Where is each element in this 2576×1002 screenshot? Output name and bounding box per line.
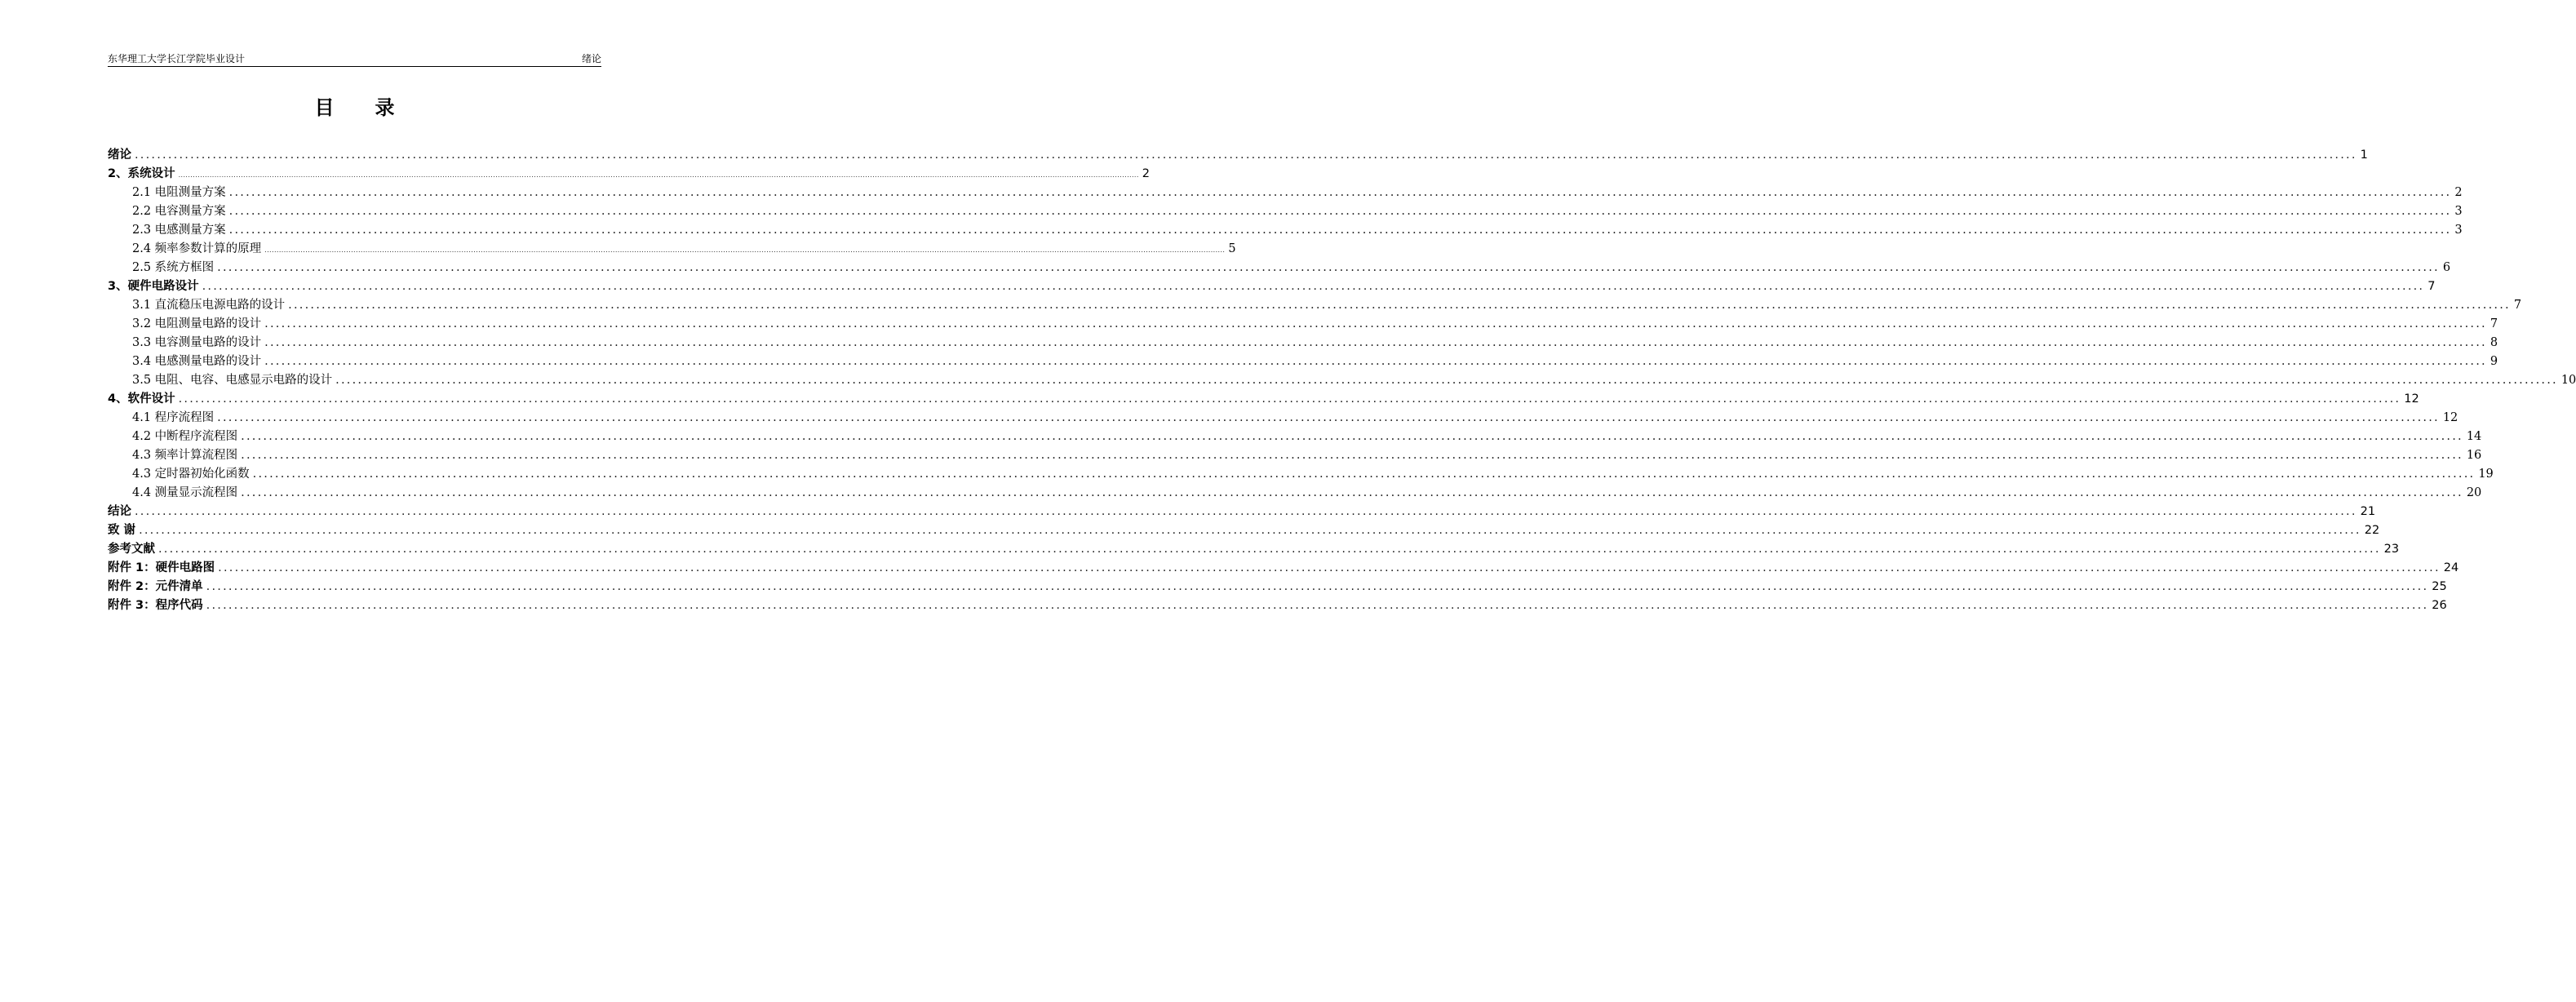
toc-entry[interactable]	[108, 146, 2368, 165]
toc-dot-leader: ................................................................................................................................................................................................................................................................................................................................................................................................................	[135, 149, 2357, 162]
toc-dot-leader: ................................................................................................................................................................................................................................................................................................................................................................................................................	[264, 246, 1226, 254]
toc-entry-page-number: 9	[2490, 355, 2498, 368]
toc-entry-title: 2.1 电阻测量方案	[132, 186, 226, 199]
toc-entry[interactable]	[108, 390, 2419, 409]
toc-entry-page-number: 23	[2383, 543, 2400, 556]
toc-dot-leader: ................................................................................................................................................................................................................................................................................................................................................................................................................	[228, 186, 2452, 199]
toc-dot-leader: ................................................................................................................................................................................................................................................................................................................................................................................................................	[178, 171, 1139, 179]
toc-entry-title: 参考文献	[108, 543, 155, 556]
toc-entry-page-number: 16	[2466, 449, 2482, 462]
toc-dot-leader: ................................................................................................................................................................................................................................................................................................................................................................................................................	[158, 543, 2381, 556]
toc-dot-leader: ................................................................................................................................................................................................................................................................................................................................................................................................................	[139, 524, 2361, 537]
toc-entry-page-number: 8	[2490, 336, 2498, 349]
toc-entry-page-number: 5	[1228, 242, 1236, 255]
toc-entry-page-number: 22	[2364, 524, 2380, 537]
toc-dot-leader: ................................................................................................................................................................................................................................................................................................................................................................................................................	[202, 280, 2425, 293]
toc-dot-leader: ................................................................................................................................................................................................................................................................................................................................................................................................................	[206, 580, 2429, 593]
toc-entry-title: 3.2 电阻测量电路的设计	[132, 317, 262, 330]
toc-entry-title: 附件 3：程序代码	[108, 599, 203, 612]
toc-entry[interactable]	[108, 259, 2451, 277]
toc-entry-page-number: 7	[2513, 299, 2522, 312]
toc-entry-title: 4.3 频率计算流程图	[132, 449, 238, 462]
toc-entry[interactable]	[108, 540, 2400, 559]
toc-entry[interactable]	[108, 240, 1236, 259]
page-header	[108, 50, 601, 67]
toc-entry[interactable]	[108, 296, 2522, 315]
toc-dot-leader: ................................................................................................................................................................................................................................................................................................................................................................................................................	[252, 468, 2476, 481]
toc-entry[interactable]	[108, 559, 2459, 578]
toc-dot-leader: ................................................................................................................................................................................................................................................................................................................................................................................................................	[264, 317, 2487, 330]
toc-entry-title: 结论	[108, 505, 131, 518]
toc-entry[interactable]	[108, 202, 2463, 221]
toc-entry[interactable]	[108, 521, 2380, 540]
toc-entry-page-number: 2	[2454, 186, 2463, 199]
toc-dot-leader: ................................................................................................................................................................................................................................................................................................................................................................................................................	[228, 205, 2452, 218]
toc-dot-leader: ................................................................................................................................................................................................................................................................................................................................................................................................................	[218, 561, 2441, 574]
toc-entry-title: 3.3 电容测量电路的设计	[132, 336, 262, 349]
toc-dot-leader: ................................................................................................................................................................................................................................................................................................................................................................................................................	[206, 599, 2429, 612]
toc-entry-title: 2.5 系统方框图	[132, 261, 215, 274]
toc-dot-leader: ................................................................................................................................................................................................................................................................................................................................................................................................................	[241, 430, 2463, 443]
toc-entry-title: 4、软件设计	[108, 392, 175, 406]
table-of-contents	[108, 146, 2576, 615]
toc-entry-page-number: 12	[2442, 411, 2459, 424]
toc-entry-page-number: 1	[2360, 149, 2368, 162]
toc-entry[interactable]	[108, 484, 2482, 503]
toc-entry-page-number: 21	[2360, 505, 2376, 518]
toc-entry-title: 4.1 程序流程图	[132, 411, 215, 424]
toc-entry-title: 4.2 中断程序流程图	[132, 430, 238, 443]
toc-entry-page-number: 25	[2432, 580, 2447, 593]
toc-entry[interactable]	[108, 503, 2376, 521]
toc-entry[interactable]	[108, 596, 2447, 615]
toc-entry-page-number: 26	[2432, 599, 2447, 612]
toc-entry-title: 2.2 电容测量方案	[132, 205, 226, 218]
toc-entry-title: 附件 2：元件清单	[108, 580, 203, 593]
toc-entry-page-number: 14	[2466, 430, 2482, 443]
toc-entry[interactable]	[108, 465, 2494, 484]
toc-entry-page-number: 24	[2443, 561, 2459, 574]
toc-entry[interactable]	[108, 165, 1151, 184]
toc-entry[interactable]	[108, 578, 2447, 596]
toc-entry[interactable]	[108, 315, 2498, 334]
toc-dot-leader: ................................................................................................................................................................................................................................................................................................................................................................................................................	[264, 336, 2487, 349]
toc-entry-page-number: 7	[2490, 317, 2498, 330]
toc-dot-leader: ................................................................................................................................................................................................................................................................................................................................................................................................................	[217, 411, 2440, 424]
toc-entry-page-number: 2	[1142, 167, 1151, 180]
toc-dot-leader: ................................................................................................................................................................................................................................................................................................................................................................................................................	[228, 224, 2452, 237]
header-institution: 东华理工大学长江学院毕业设计	[108, 53, 246, 64]
toc-entry-page-number: 10	[2560, 374, 2576, 387]
toc-entry-page-number: 6	[2442, 261, 2451, 274]
toc-entry-title: 3、硬件电路设计	[108, 280, 199, 293]
toc-entry-title: 2、系统设计	[108, 167, 175, 180]
toc-dot-leader: ................................................................................................................................................................................................................................................................................................................................................................................................................	[335, 374, 2558, 387]
toc-entry[interactable]	[108, 352, 2498, 371]
toc-entry-title: 2.4 频率参数计算的原理	[132, 242, 262, 255]
toc-dot-leader: ................................................................................................................................................................................................................................................................................................................................................................................................................	[288, 299, 2511, 312]
toc-entry-page-number: 3	[2454, 224, 2463, 237]
toc-entry-page-number: 12	[2404, 392, 2419, 406]
toc-entry-title: 4.4 测量显示流程图	[132, 486, 238, 499]
toc-entry[interactable]	[108, 428, 2482, 446]
toc-dot-leader: ................................................................................................................................................................................................................................................................................................................................................................................................................	[241, 449, 2463, 462]
page-title: 目录	[314, 96, 436, 119]
toc-entry[interactable]	[108, 446, 2482, 465]
toc-entry-title: 绪论	[108, 149, 131, 162]
toc-dot-leader: ................................................................................................................................................................................................................................................................................................................................................................................................................	[135, 505, 2357, 518]
toc-entry-page-number: 19	[2478, 468, 2494, 481]
toc-entry-title: 3.4 电感测量电路的设计	[132, 355, 262, 368]
toc-dot-leader: ................................................................................................................................................................................................................................................................................................................................................................................................................	[264, 355, 2487, 368]
toc-dot-leader: ................................................................................................................................................................................................................................................................................................................................................................................................................	[217, 261, 2440, 274]
toc-entry[interactable]	[108, 371, 2576, 390]
toc-entry-title: 2.3 电感测量方案	[132, 224, 226, 237]
toc-entry-page-number: 7	[2427, 280, 2436, 293]
toc-entry-title: 附件 1：硬件电路图	[108, 561, 215, 574]
toc-entry[interactable]	[108, 184, 2463, 202]
toc-entry-title: 3.1 直流稳压电源电路的设计	[132, 299, 286, 312]
toc-dot-leader: ................................................................................................................................................................................................................................................................................................................................................................................................................	[178, 392, 2401, 406]
toc-entry[interactable]	[108, 409, 2459, 428]
toc-entry-title: 致 谢	[108, 524, 136, 537]
toc-entry-page-number: 20	[2466, 486, 2482, 499]
toc-entry-page-number: 3	[2454, 205, 2463, 218]
toc-entry-title: 4.3 定时器初始化函数	[132, 468, 250, 481]
toc-entry[interactable]	[108, 334, 2498, 352]
toc-entry[interactable]	[108, 277, 2436, 296]
toc-dot-leader: ................................................................................................................................................................................................................................................................................................................................................................................................................	[241, 486, 2463, 499]
toc-entry[interactable]	[108, 221, 2463, 240]
header-chapter: 绪论	[581, 53, 601, 64]
toc-entry-title: 3.5 电阻、电容、电感显示电路的设计	[132, 374, 333, 387]
